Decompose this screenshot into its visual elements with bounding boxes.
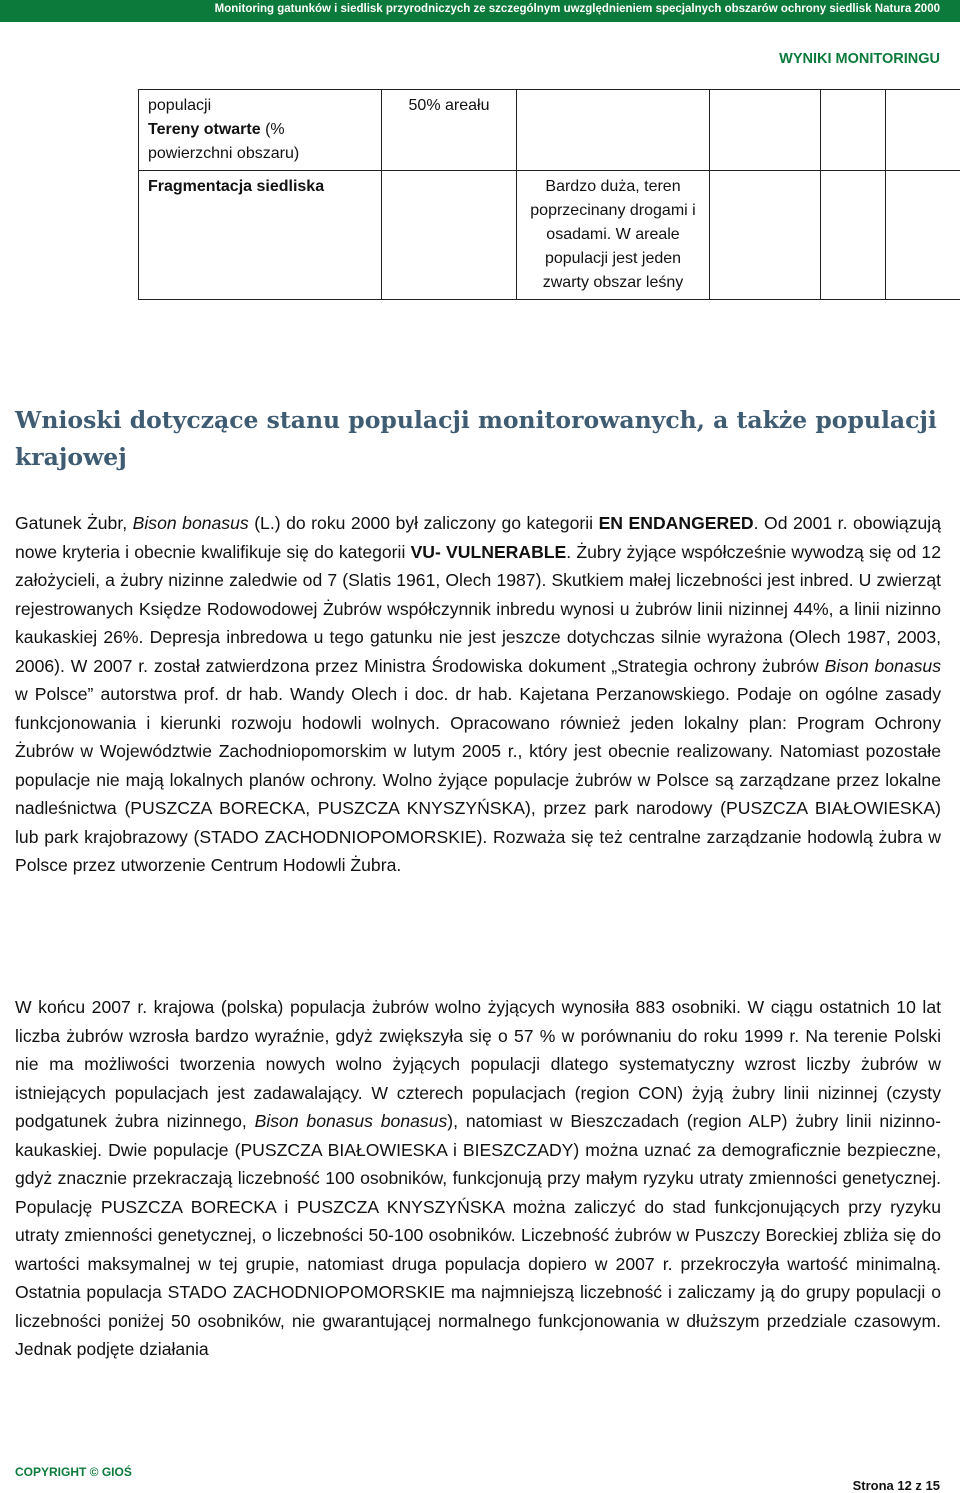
table-cell-value: 50% areału: [382, 90, 517, 171]
header-title: Monitoring gatunków i siedlisk przyrodniczych ze szczególnym uwzględnieniem specjalnych obszarów ochrony siedlisk Natura 2000: [214, 3, 940, 15]
table-cell-value: [382, 171, 517, 300]
table-cell-desc: Bardzo duża, teren poprzecinany drogami i osadami. W areale populacji jest jeden zwarty obszar leśny: [517, 171, 710, 300]
monitoring-table: [138, 89, 960, 300]
section-label: WYNIKI MONITORINGU: [779, 51, 940, 67]
page-number: Strona 12 z 15: [852, 1478, 940, 1493]
table-cell: [710, 90, 821, 171]
table-cell: [886, 90, 960, 171]
table-cell: [821, 90, 886, 171]
paragraph-2: W końcu 2007 r. krajowa (polska) populacja żubrów wolno żyjących wynosiła 883 osobniki. W ciągu ostatnich 10 lat liczba żubrów wzrosła bardzo wyraźnie, gdyż zwiększyła się o 57 % w porównaniu do roku 1999 r. Na terenie Polski nie ma możliwości tworzenia nowych wolno żyjących populacji dlatego systematyczny wzrost liczby żubrów w istniejących populacjach jest zadawalający. W czterech populacjach (region CON) żyją żubry linii nizinnej (czysty podgatunek żubra nizinnego, Bison bonasus bonasus), natomiast w Bieszczadach (region ALP) żubry linii nizinno-kaukaskiej. Dwie populacje (PUSZCZA BIAŁOWIESKA i BIESZCZADY) można uznać za demograficznie bezpieczne, gdyż znacznie przekraczają liczebność 100 osobników, funkcjonują przy małym ryzyku utraty zmienności genetycznej. Populację PUSZCZA BORECKA i PUSZCZA KNYSZYŃSKA można zaliczyć do stad funkcjonujących przy ryzyku utraty zmienności genetycznej, o liczebności 50-100 osobników. Liczebność żubrów w Puszczy Boreckiej zbliża się do wartości maksymalnej w tej grupie, natomiast druga populacja dopiero w 2007 r. przekroczyła wartość minimalną. Ostatnia populacja STADO ZACHODNIOPOMORSKIE ma najmniejszą liczebność i zaliczamy ją do grupy populacji o liczebności poniżej 50 osobników, nie gwarantującej normalnego funkcjonowania w dłuższym przedziale czasowym. Jednak podjęte działania: [15, 997, 941, 1359]
table-row: [139, 171, 960, 300]
paragraph-1: Gatunek Żubr, Bison bonasus (L.) do roku 2000 był zaliczony go kategorii EN ENDANGERED. Od 2001 r. obowiązują nowe kryteria i obecnie kwalifikuje się do kategorii VU- VULNERABLE. Żubry żyjące współcześnie wywodzą się od 12 założycieli, a żubry nizinne zaledwie od 7 (Slatis 1961, Olech 1987). Skutkiem małej liczebności jest inbred. U zwierząt rejestrowanych Księdze Rodowodowej Żubrów współczynnik inbredu wynosi u żubrów linii nizinnej 44%, a linii nizinno kaukaskiej 26%. Depresja inbredowa u tego gatunku nie jest jeszcze dotychczas silnie wyrażona (Olech 1987, 2003, 2006). W 2007 r. został zatwierdzona przez Ministra Środowiska dokument „Strategia ochrony żubrów Bison bonasus w Polsce” autorstwa prof. dr hab. Wandy Olech i doc. dr hab. Kajetana Perzanowskiego. Podaje on ogólne zasady funkcjonowania i kierunki rozwoju hodowli wolnych. Opracowano również jeden lokalny plan: Program Ochrony Żubrów w Województwie Zachodniopomorskim w lutym 2005 r., który jest obecnie realizowany. Natomiast pozostałe populacje nie mają lokalnych planów ochrony. Wolno żyjące populacje żubrów w Polsce są zarządzane przez lokalne nadleśnictwa (PUSZCZA BORECKA, PUSZCZA KNYSZYŃSKA), przez park narodowy (PUSZCZA BIAŁOWIESKA) lub park krajobrazowy (STADO ZACHODNIOPOMORSKIE). Rozważa się też centralne zarządzanie hodowlą żubra w Polsce przez utworzenie Centrum Hodowli Żubra.: [15, 513, 941, 875]
table-cell: [821, 171, 886, 300]
header-bar: [0, 0, 960, 22]
table-cell-desc: [517, 90, 710, 171]
table-cell-label: populacji Tereny otwarte (% powierzchni obszaru): [139, 90, 382, 171]
section-heading: Wnioski dotyczące stanu populacji monitorowanych, a także populacji krajowej: [15, 406, 937, 471]
table-cell: [710, 171, 821, 300]
table-row: [139, 90, 960, 171]
table-cell-label: Fragmentacja siedliska: [139, 171, 382, 300]
footer-copyright: COPYRIGHT © GIOŚ: [15, 1465, 132, 1479]
table-cell: [886, 171, 960, 300]
